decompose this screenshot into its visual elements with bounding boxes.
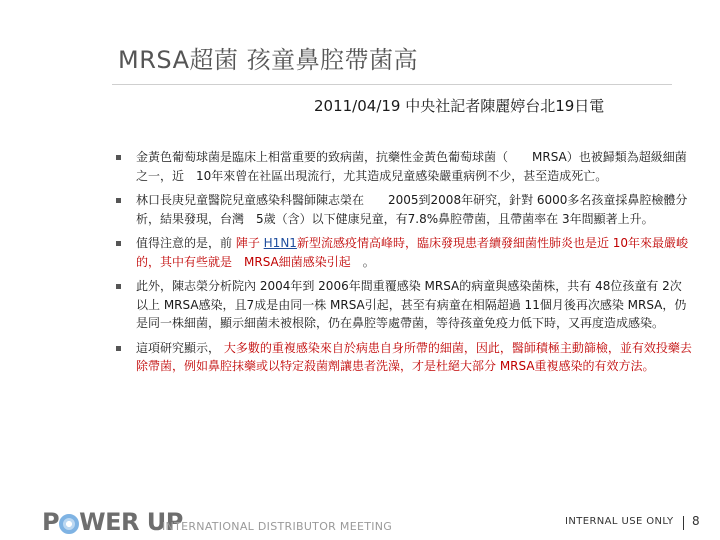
bullet-square-icon [116, 284, 121, 289]
bullet-item [112, 191, 692, 228]
bullet-list [112, 148, 692, 382]
bullet-text: 林口長庚兒童醫院兒童感染科醫師陳志榮在 2005到2008年研究，針對 6000多名孩童採鼻腔檢體分析，結果發現，台灣 5歲（含）以下健康兒童，有7.8%鼻腔帶菌，且帶菌率在 3年間顯著上升。 [136, 193, 688, 226]
bullet-text: 值得注意的是，前 [136, 236, 236, 250]
bullet-square-icon [116, 155, 121, 160]
footer-separator [683, 516, 684, 530]
logo-letter-p: P [42, 508, 60, 536]
bullet-square-icon [116, 241, 121, 246]
internal-use-label: INTERNAL USE ONLY [565, 516, 674, 527]
bullet-text: 。 [350, 254, 375, 269]
logo-o-icon [59, 514, 79, 534]
highlighted-text: 新型流感疫情高峰時，臨床發現患者續發細菌性肺炎也是近 10年來最嚴峻的，其中有些就是 MRSA細菌感染引起 [136, 236, 689, 269]
highlighted-text: 大多數的重複感染來自於病患自身所帶的細菌，因此，醫師積極主動篩檢，並有效投藥去除帶菌，例如鼻腔抹藥或以特定殺菌劑讓患者洗澡，才是杜絕大部分 MRSA重複感染的有效方法。 [136, 340, 692, 373]
bullet-item [112, 148, 692, 185]
bullet-text: 這項研究顯示， [136, 340, 221, 355]
highlighted-text: 陣子 [235, 236, 264, 250]
page-number: 8 [692, 514, 700, 528]
title-divider [112, 84, 672, 85]
bullet-item [112, 234, 692, 271]
bullet-square-icon [116, 198, 121, 203]
bullet-text: 此外，陳志榮分析院內 2004年到 2006年間重覆感染 MRSA的病童與感染菌株，共有 48位孩童有 2次以上 MRSA感染，且7成是由同一株 MRSA引起，甚至有病童在相隔超過 11個月後再次感染 MRSA，仍是同一株細菌，顯示細菌未被根除，仍在鼻腔等處帶菌，等待孩童免疫力低下時，又再度造成感染。 [136, 279, 687, 330]
bullet-item [112, 339, 692, 376]
bullet-text: 金黃色葡萄球菌是臨床上相當重要的致病菌，抗藥性金黃色葡萄球菌（ MRSA）也被歸類為超級細菌之一，近 10年來曾在社區出現流行，尤其造成兒童感染嚴重病例不少，甚至造成死亡。 [136, 150, 687, 183]
bullet-square-icon [116, 346, 121, 351]
footer-subtitle: INTERNATIONAL DISTRIBUTOR MEETING [162, 520, 393, 533]
h1n1-link[interactable]: H1N1 [263, 236, 297, 250]
bullet-item [112, 277, 692, 333]
news-dateline: 2011/04/19 中央社記者陳麗婷台北19日電 [314, 97, 605, 115]
logo-text: WER UP [79, 508, 183, 536]
slide-title: MRSA超菌 孩童鼻腔帶菌高 [118, 46, 419, 74]
